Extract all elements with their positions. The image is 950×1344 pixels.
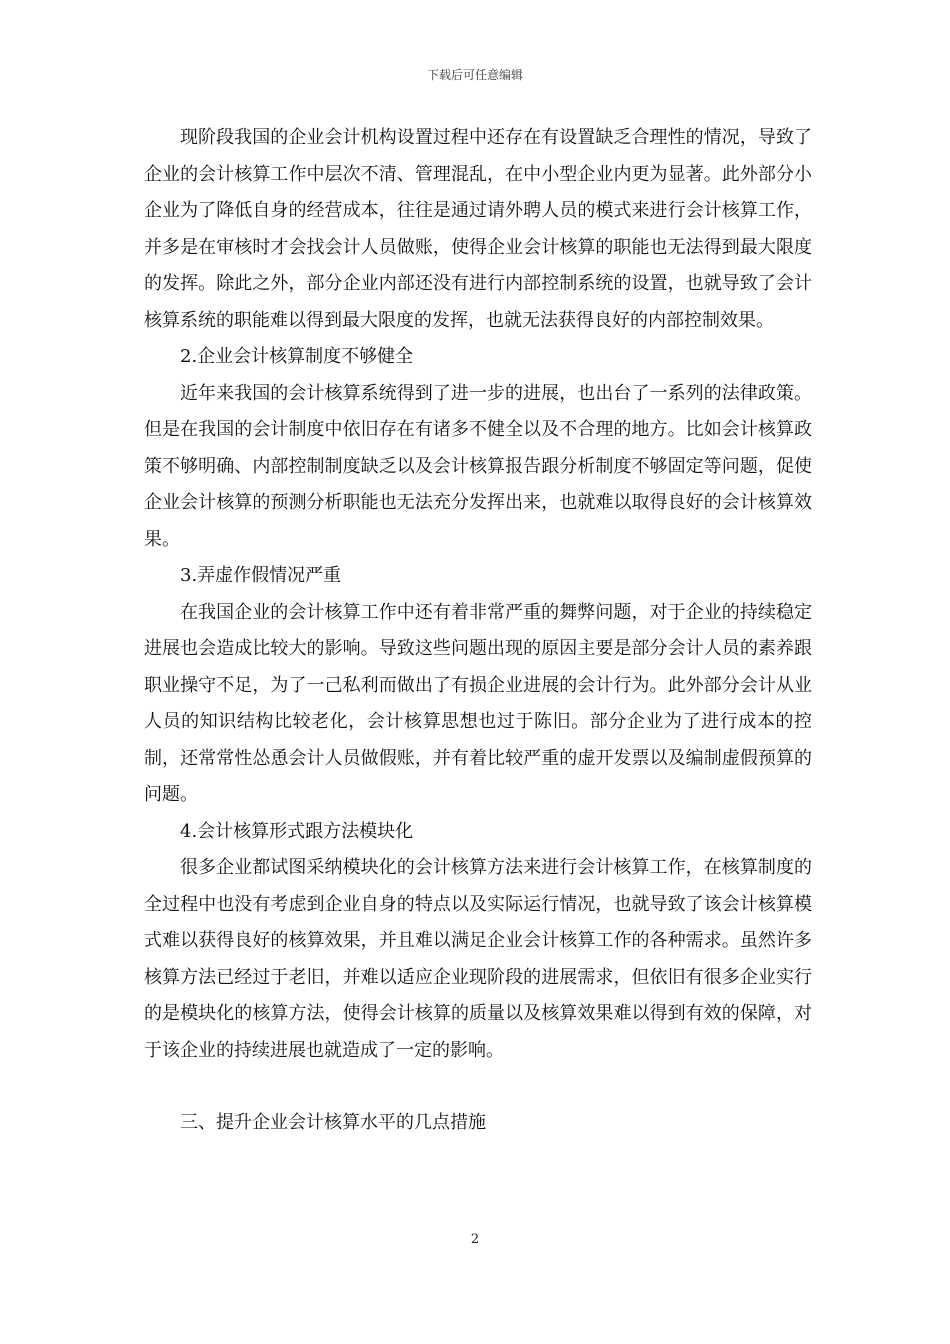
paragraph-4: 很多企业都试图采纳模块化的会计核算方法来进行会计核算工作，在核算制度的全过程中也没有考虑到企业自身的特点以及实际运行情况，也就导致了该会计核算模式难以获得良好的核算效果，并且难以满足企业会计核算工作的各种需求。虽然许多核算方法已经过于老旧，并难以适应企业现阶段的进展需求，但依旧有很多企业实行的是模块化的核算方法，使得会计核算的质量以及核算效果难以得到有效的保障，对于该企业的持续进展也就造成了一定的影响。	[144, 857, 812, 1061]
paragraph-3: 在我国企业的会计核算工作中还有着非常严重的舞弊问题，对于企业的持续稳定进展也会造成比较大的影响。导致这些问题出现的原因主要是部分会计人员的素养跟职业操守不足，为了一己私利而做出了有损企业进展的会计行为。此外部分会计从业人员的知识结构比较老化，会计核算思想也过于陈旧。部分企业为了进行成本的控制，还常常性怂恿会计人员做假账，并有着比较严重的虚开发票以及编制虚假预算的问题。	[144, 601, 812, 805]
page-header: 下载后可任意编辑	[426, 68, 523, 82]
subheading-3: 3.弄虚作假情况严重	[180, 565, 342, 586]
subheading-4: 4.会计核算形式跟方法模块化	[180, 820, 414, 842]
paragraph-2: 近年来我国的会计核算系统得到了进一步的进展，也出台了一系列的法律政策。但是在我国的会计制度中依旧存在有诸多不健全以及不合理的地方。比如会计核算政策不够明确、内部控制制度缺乏以及会计核算报告跟分析制度不够固定等问题，促使企业会计核算的预测分析职能也无法充分发挥出来，也就难以取得良好的会计核算效果。	[144, 382, 812, 550]
section-heading-3: 三、提升企业会计核算水平的几点措施	[180, 1112, 486, 1133]
subheading-2: 2.企业会计核算制度不够健全	[180, 346, 414, 367]
document-body	[144, 120, 812, 1142]
paragraph-1: 现阶段我国的企业会计机构设置过程中还存在有设置缺乏合理性的情况，导致了企业的会计核算工作中层次不清、管理混乱，在中小型企业内更为显著。此外部分小企业为了降低自身的经营成本，往往是通过请外聘人员的模式来进行会计核算工作，并多是在审核时才会找会计人员做账，使得企业会计核算的职能也无法得到最大限度的发挥。除此之外，部分企业内部还没有进行内部控制系统的设置，也就导致了会计核算系统的职能难以得到最大限度的发挥，也就无法获得良好的内部控制效果。	[144, 127, 812, 331]
page-number: 2	[470, 1232, 480, 1247]
